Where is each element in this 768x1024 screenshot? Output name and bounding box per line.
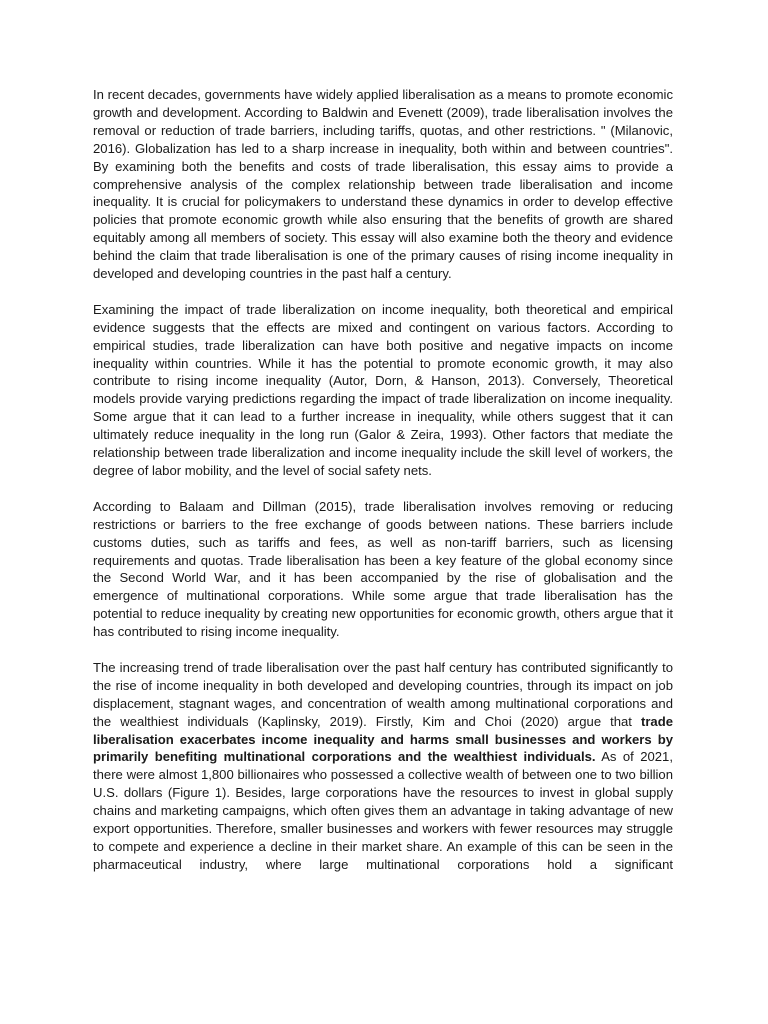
paragraph-3-text: According to Balaam and Dillman (2015), trade liberalisation involves removing or reducing restrictions or barriers to the free exchange of goods between nations. These barriers include customs duties, such as tariffs and fees, as well as non-tariff barriers, such as licensing requirements and quotas. Trade liberalisation has been a key feature of the global economy since the Second World War, and it has been accompanied by the rise of globalisation and the emergence of multinational corporations. While some argue that trade liberalisation has the potential to reduce inequality by creating new opportunities for economic growth, others argue that it has contributed to rising income inequality. [93,498,673,640]
paragraph-3 [93,498,673,641]
paragraph-4 [93,659,673,874]
paragraph-2-text: Examining the impact of trade liberalization on income inequality, both theoretical and empirical evidence suggests that the effects are mixed and contingent on various factors. According to empirical studies, trade liberalization can have both positive and negative impacts on income inequality within countries. While it has the potential to promote economic growth, it may also contribute to rising income inequality (Autor, Dorn, & Hanson, 2013). Conversely, Theoretical models provide varying predictions regarding the impact of trade liberalization on income inequality. Some argue that it can lead to a further increase in inequality, while others suggest that it can ultimately reduce inequality in the long run (Galor & Zeira, 1993). Other factors that mediate the relationship between trade liberalization and income inequality include the skill level of workers, the degree of labor mobility, and the level of social safety nets. [93,301,673,479]
paragraph-4-bold-claim: trade liberalisation exacerbates income inequality and harms small businesses and workers by primarily benefiting multinational corporations and the wealthiest individuals. [93,713,673,765]
paragraph-1 [93,86,673,283]
paragraph-4-text-before: The increasing trend of trade liberalisation over the past half century has contributed significantly to the rise of income inequality in both developed and developing countries, through its impact on job displacement, stagnant wages, and concentration of wealth among multinational corporations and the wealthiest individuals (Kaplinsky, 2019). Firstly, Kim and Choi (2020) argue that [93,659,673,729]
paragraph-4-text-after: As of 2021, there were almost 1,800 billionaires who possessed a collective wealth of between one to two billion U.S. dollars (Figure 1). Besides, large corporations have the resources to invest in global supply chains and marketing campaigns, which often gives them an advantage in taking advantage of new export opportunities. Therefore, smaller businesses and workers with fewer resources may struggle to compete and experience a decline in their market share. An example of this can be seen in the pharmaceutical industry, where large multinational corporations hold a significant [93,749,673,872]
paragraph-2 [93,301,673,480]
paragraph-1-text: In recent decades, governments have widely applied liberalisation as a means to promote economic growth and development. According to Baldwin and Evenett (2009), trade liberalisation involves the removal or reduction of trade barriers, including tariffs, quotas, and other restrictions. " (Milanovic, 2016). Globalization has led to a sharp increase in inequality, both within and between countries". By examining both the benefits and costs of trade liberalisation, this essay aims to provide a comprehensive analysis of the complex relationship between trade liberalisation and income inequality. It is crucial for policymakers to understand these dynamics in order to develop effective policies that promote economic growth while also ensuring that the benefits of growth are shared equitably among all members of society. This essay will also examine both the theory and evidence behind the claim that trade liberalisation is one of the primary causes of rising income inequality in developed and developing countries in the past half a century. [93,87,673,282]
document-page [93,86,673,892]
